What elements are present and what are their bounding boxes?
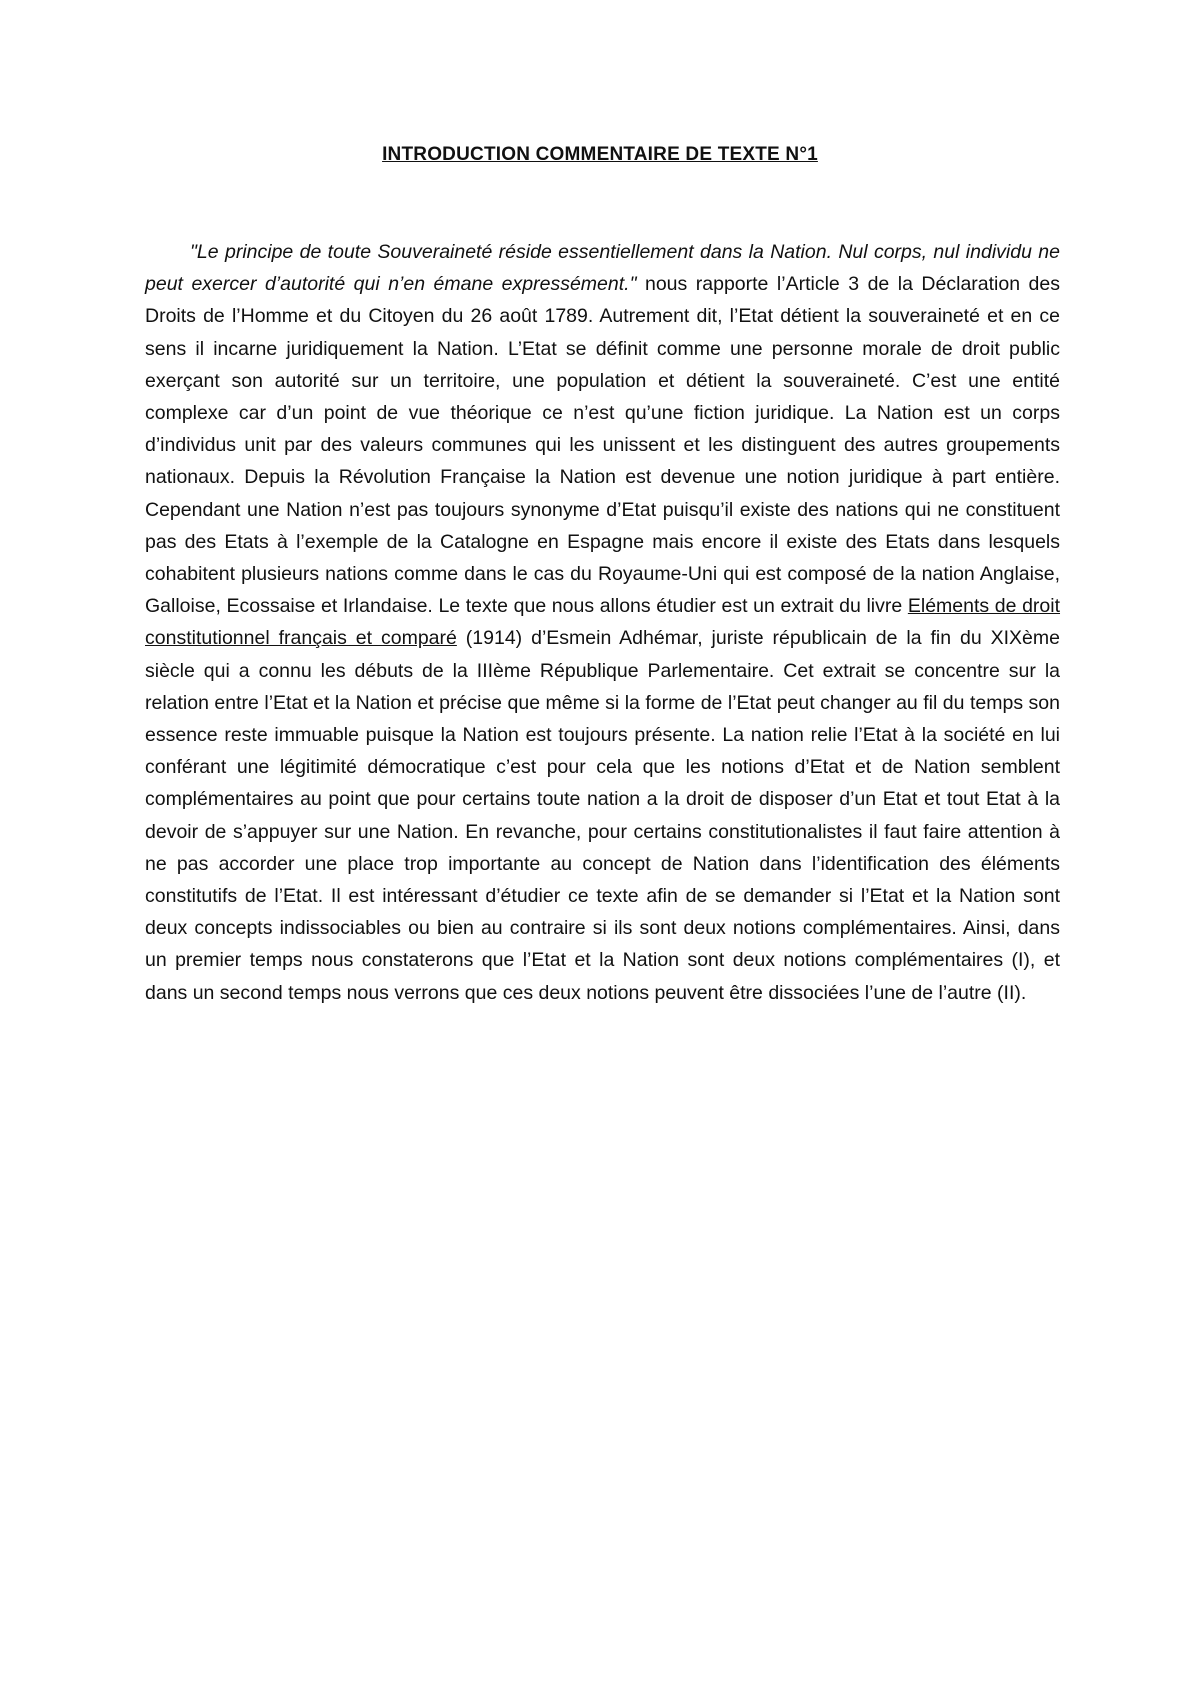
paragraph-text-part-2: (1914) d’Esmein Adhémar, juriste républicain de la fin du XIXème siècle qui a connu les débuts de la IIIème République Parlementaire. Cet extrait se concentre sur la relation entre l’Etat et la Nation et précise que même si la forme de l’Etat peut changer au fil du temps son essence reste immuable puisque la Nation est toujours présente. La nation relie l’Etat à la société en lui conférant une légitimité démocratique c’est pour cela que les notions d’Etat et de Nation semblent complémentaires au point que pour certains toute nation a la droit de disposer d’un Etat et tout Etat à la devoir de s’appuyer sur une Nation. En revanche, pour certains constitutionalistes il faut faire attention à ne pas accorder une place trop importante au concept de Nation dans l’identification des éléments constitutifs de l’Etat. Il est intéressant d’étudier ce texte afin de se demander si l’Etat et la Nation sont deux concepts indissociables ou bien au contraire si ils sont deux notions complémentaires. Ainsi, dans un premier temps nous constaterons que l’Etat et la Nation sont deux notions complémentaires (I), et dans un second temps nous verrons que ces deux notions peuvent être dissociées l’une de l’autre (II). (145, 627, 1060, 1004)
book-title: Eléments de droit constitutionnel français et comparé (145, 595, 1061, 650)
paragraph-text-part-1: nous rapporte l’Article 3 de la Déclaration des Droits de l’Homme et du Citoyen du 26 août 1789. Autrement dit, l’Etat détient la souveraineté et en ce sens il incarne juridiquement la Nation. L’Etat se définit comme une personne morale de droit public exerçant son autorité sur un territoire, une population et détient la souveraineté. C’est une entité complexe car d’un point de vue théorique ce n’est qu’une fiction juridique. La Nation est un corps d’individus unit par des valeurs communes qui les unissent et les distinguent des autres groupements nationaux. Depuis la Révolution Française la Nation est devenue une notion juridique à part entière. Cependant une Nation n’est pas toujours synonyme d’Etat puisqu’il existe des nations qui ne constituent pas des Etats à l’exemple de la Catalogne en Espagne mais encore il existe des Etats dans lesquels cohabitent plusieurs nations comme dans le cas du Royaume-Uni qui est composé de la nation Anglaise, Galloise, Ecossaise et Irlandaise. Le texte que nous allons étudier est un extrait du livre (145, 273, 1060, 618)
opening-quote: "Le principe de toute Souveraineté réside essentiellement dans la Nation. Nul corps, nul individu ne peut exercer d’autorité qui n’en émane expressément." (145, 241, 1060, 296)
document-title: INTRODUCTION COMMENTAIRE DE TEXTE N°1 (382, 144, 818, 165)
introduction-paragraph (145, 236, 1060, 1009)
